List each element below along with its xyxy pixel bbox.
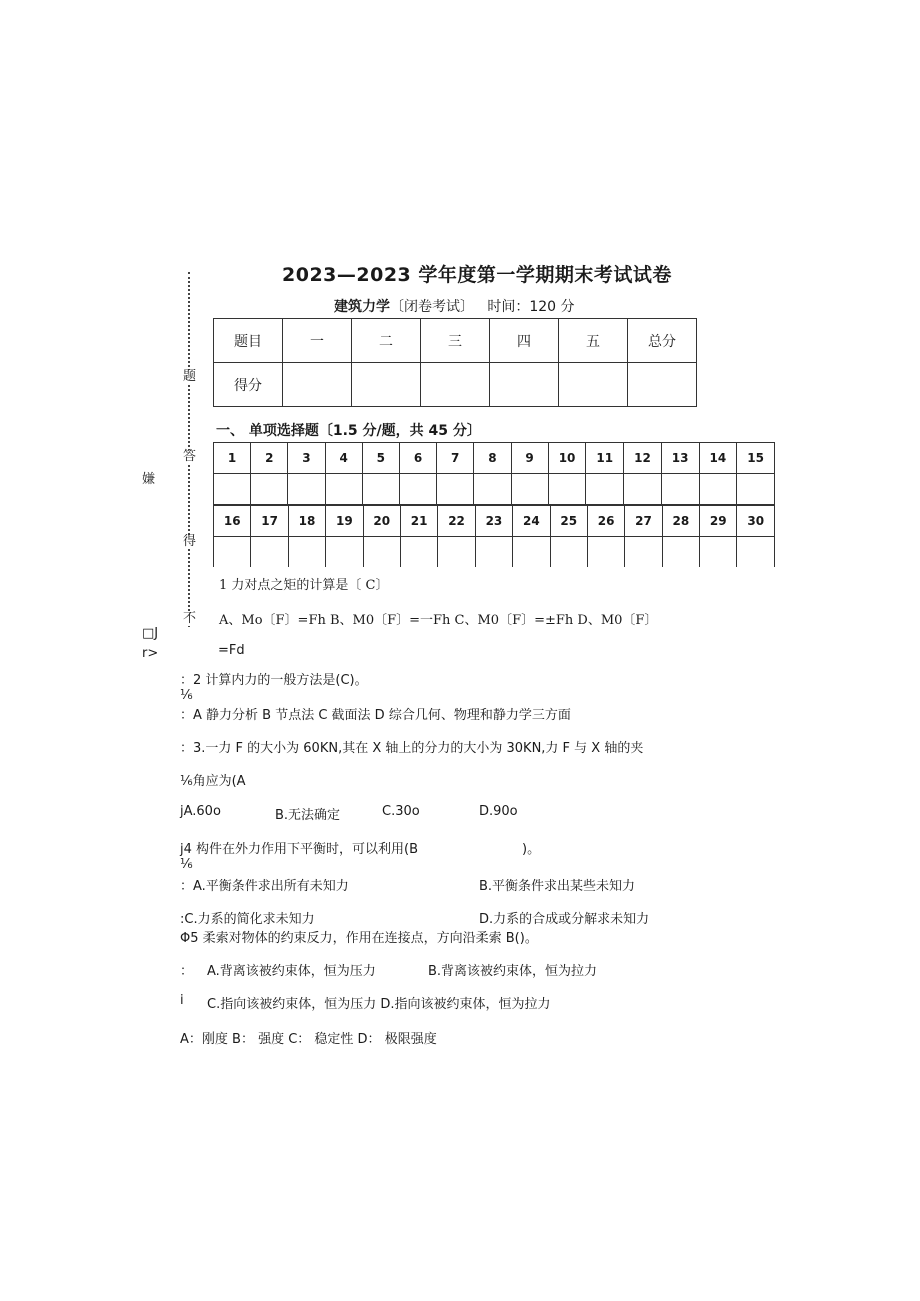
score-input-cell[interactable] [490, 363, 559, 407]
question-number: 5 [362, 443, 399, 474]
binding-char: 题 [183, 369, 197, 384]
question-5-option-b: B.背离该被约束体，恒为拉力 [428, 964, 598, 979]
answer-cell[interactable] [288, 474, 325, 505]
question-4-option-d: D.力系的合成或分解求未知力 [479, 912, 650, 927]
binding-char: 得 [183, 534, 197, 549]
score-table [213, 318, 697, 407]
answer-cell[interactable] [326, 537, 363, 568]
exam-type: 〔闭卷考试〕 [390, 299, 474, 315]
answer-cell[interactable] [214, 474, 251, 505]
answer-cell[interactable] [587, 537, 624, 568]
answer-cell[interactable] [437, 474, 474, 505]
margin-text: 嫌 [142, 472, 156, 487]
answer-grid-number-row [214, 506, 775, 537]
answer-cell[interactable] [400, 537, 437, 568]
score-input-cell[interactable] [283, 363, 352, 407]
score-input-cell[interactable] [352, 363, 421, 407]
answer-cell[interactable] [548, 474, 586, 505]
question-5-option-a: A.背离该被约束体，恒为压力 [207, 964, 376, 979]
score-table-header-row [214, 319, 697, 363]
question-number: 4 [325, 443, 362, 474]
question-number: 19 [326, 506, 363, 537]
score-cell: 总分 [628, 319, 697, 363]
score-input-cell[interactable] [628, 363, 697, 407]
question-5-prefix: ： [180, 964, 194, 979]
answer-cell[interactable] [550, 537, 587, 568]
question-5-options-cd: C.指向该被约束体，恒为压力 D.指向该被约束体，恒为拉力 [207, 997, 551, 1012]
score-row-label: 得分 [214, 363, 283, 407]
question-number: 7 [437, 443, 474, 474]
answer-cell[interactable] [737, 474, 775, 505]
score-cell: 题目 [214, 319, 283, 363]
question-5: Φ5 柔索对物体的约束反力，作用在连接点，方向沿柔索 B()。 [180, 931, 538, 946]
question-number: 25 [550, 506, 587, 537]
answer-cell[interactable] [700, 537, 737, 568]
answer-cell[interactable] [362, 474, 399, 505]
binding-char: 不 [183, 611, 197, 626]
answer-cell[interactable] [624, 474, 662, 505]
question-number: 30 [737, 506, 775, 537]
answer-cell[interactable] [251, 537, 288, 568]
question-number: 18 [288, 506, 325, 537]
answer-cell[interactable] [661, 474, 699, 505]
question-number: 12 [624, 443, 662, 474]
question-3-option-d: D.90o [479, 804, 518, 819]
answer-grid-number-row [214, 443, 775, 474]
question-4: j4 构件在外力作用下平衡时，可以利用(B [180, 842, 419, 857]
answer-cell[interactable] [475, 537, 512, 568]
score-table-score-row [214, 363, 697, 407]
answer-grid-1-wrapper [213, 442, 775, 506]
answer-cell[interactable] [513, 537, 550, 568]
exam-subtitle [334, 296, 575, 316]
question-number: 21 [400, 506, 437, 537]
margin-text: r> [142, 646, 159, 661]
question-4-end: )。 [522, 842, 541, 857]
question-number: 20 [363, 506, 400, 537]
question-3-option-c: C.30o [382, 804, 420, 819]
question-2-mark: ⅙ [180, 688, 193, 703]
question-2-options: ：A 静力分析 B 节点法 C 截面法 D 综合几何、物理和静力学三方面 [180, 708, 571, 723]
question-number: 13 [661, 443, 699, 474]
question-3-option-b: B.无法确定 [275, 808, 341, 823]
question-number: 14 [699, 443, 737, 474]
answer-cell[interactable] [214, 537, 251, 568]
question-1-options: A、Mo〔F〕=Fh B、M0〔F〕=一Fh C、M0〔F〕=±Fh D、M0〔F〕 [219, 613, 658, 628]
score-cell: 二 [352, 319, 421, 363]
exam-time: 时间：120 分 [487, 299, 575, 315]
score-cell: 四 [490, 319, 559, 363]
binding-char: 答 [183, 449, 197, 464]
answer-cell[interactable] [662, 537, 699, 568]
answer-cell[interactable] [251, 474, 288, 505]
question-number: 22 [438, 506, 475, 537]
subject-name: 建筑力学 [334, 299, 390, 315]
answer-grid-answer-row [214, 537, 775, 568]
question-number: 26 [587, 506, 624, 537]
question-number: 9 [511, 443, 548, 474]
question-number: 16 [214, 506, 251, 537]
answer-cell[interactable] [438, 537, 475, 568]
question-3: ：3.一力 F 的大小为 60KN,其在 X 轴上的分力的大小为 30KN,力 F 与 X 轴的夹 [180, 741, 644, 756]
answer-cell[interactable] [288, 537, 325, 568]
question-number: 6 [399, 443, 436, 474]
question-number: 1 [214, 443, 251, 474]
margin-text: □J [142, 626, 159, 641]
question-6-options: A：刚度 B： 强度 C： 稳定性 D： 极限强度 [180, 1032, 437, 1047]
question-number: 17 [251, 506, 288, 537]
score-input-cell[interactable] [559, 363, 628, 407]
answer-grid-2 [213, 505, 775, 567]
answer-cell[interactable] [325, 474, 362, 505]
question-number: 28 [662, 506, 699, 537]
section-heading: 一、 单项选择题〔1.5 分/题，共 45 分〕 [216, 423, 481, 439]
score-input-cell[interactable] [421, 363, 490, 407]
answer-cell[interactable] [511, 474, 548, 505]
question-1: 1 力对点之矩的计算是〔 C〕 [219, 578, 389, 593]
question-4-mark: ⅙ [180, 857, 193, 872]
answer-cell[interactable] [363, 537, 400, 568]
question-4-option-a: ：A.平衡条件求出所有未知力 [180, 879, 349, 894]
question-3-option-a: jA.60o [180, 804, 221, 819]
question-number: 15 [737, 443, 775, 474]
question-number: 10 [548, 443, 586, 474]
answer-cell[interactable] [474, 474, 511, 505]
question-3-continuation: ⅙角应为(A [180, 774, 246, 789]
question-number: 3 [288, 443, 325, 474]
question-1-continuation: =Fd [218, 643, 245, 658]
answer-cell[interactable] [625, 537, 662, 568]
answer-cell[interactable] [399, 474, 436, 505]
question-4-option-c: :C.力系的简化求未知力 [180, 912, 315, 927]
answer-cell[interactable] [586, 474, 624, 505]
question-number: 11 [586, 443, 624, 474]
question-2: ：2 计算内力的一般方法是(C)。 [180, 673, 368, 688]
answer-grid-answer-row [214, 474, 775, 505]
answer-cell[interactable] [737, 537, 775, 568]
score-cell: 五 [559, 319, 628, 363]
question-number: 27 [625, 506, 662, 537]
question-number: 23 [475, 506, 512, 537]
answer-grid-1 [213, 442, 775, 505]
question-number: 2 [251, 443, 288, 474]
question-4-option-b: B.平衡条件求出某些未知力 [479, 879, 636, 894]
answer-cell[interactable] [699, 474, 737, 505]
answer-grid-2-wrapper [213, 505, 775, 567]
score-cell: 三 [421, 319, 490, 363]
question-number: 8 [474, 443, 511, 474]
question-number: 29 [700, 506, 737, 537]
score-cell: 一 [283, 319, 352, 363]
exam-title: 2023—2023 学年度第一学期期末考试试卷 [282, 264, 672, 286]
question-5-prefix: i [180, 993, 184, 1008]
question-number: 24 [513, 506, 550, 537]
